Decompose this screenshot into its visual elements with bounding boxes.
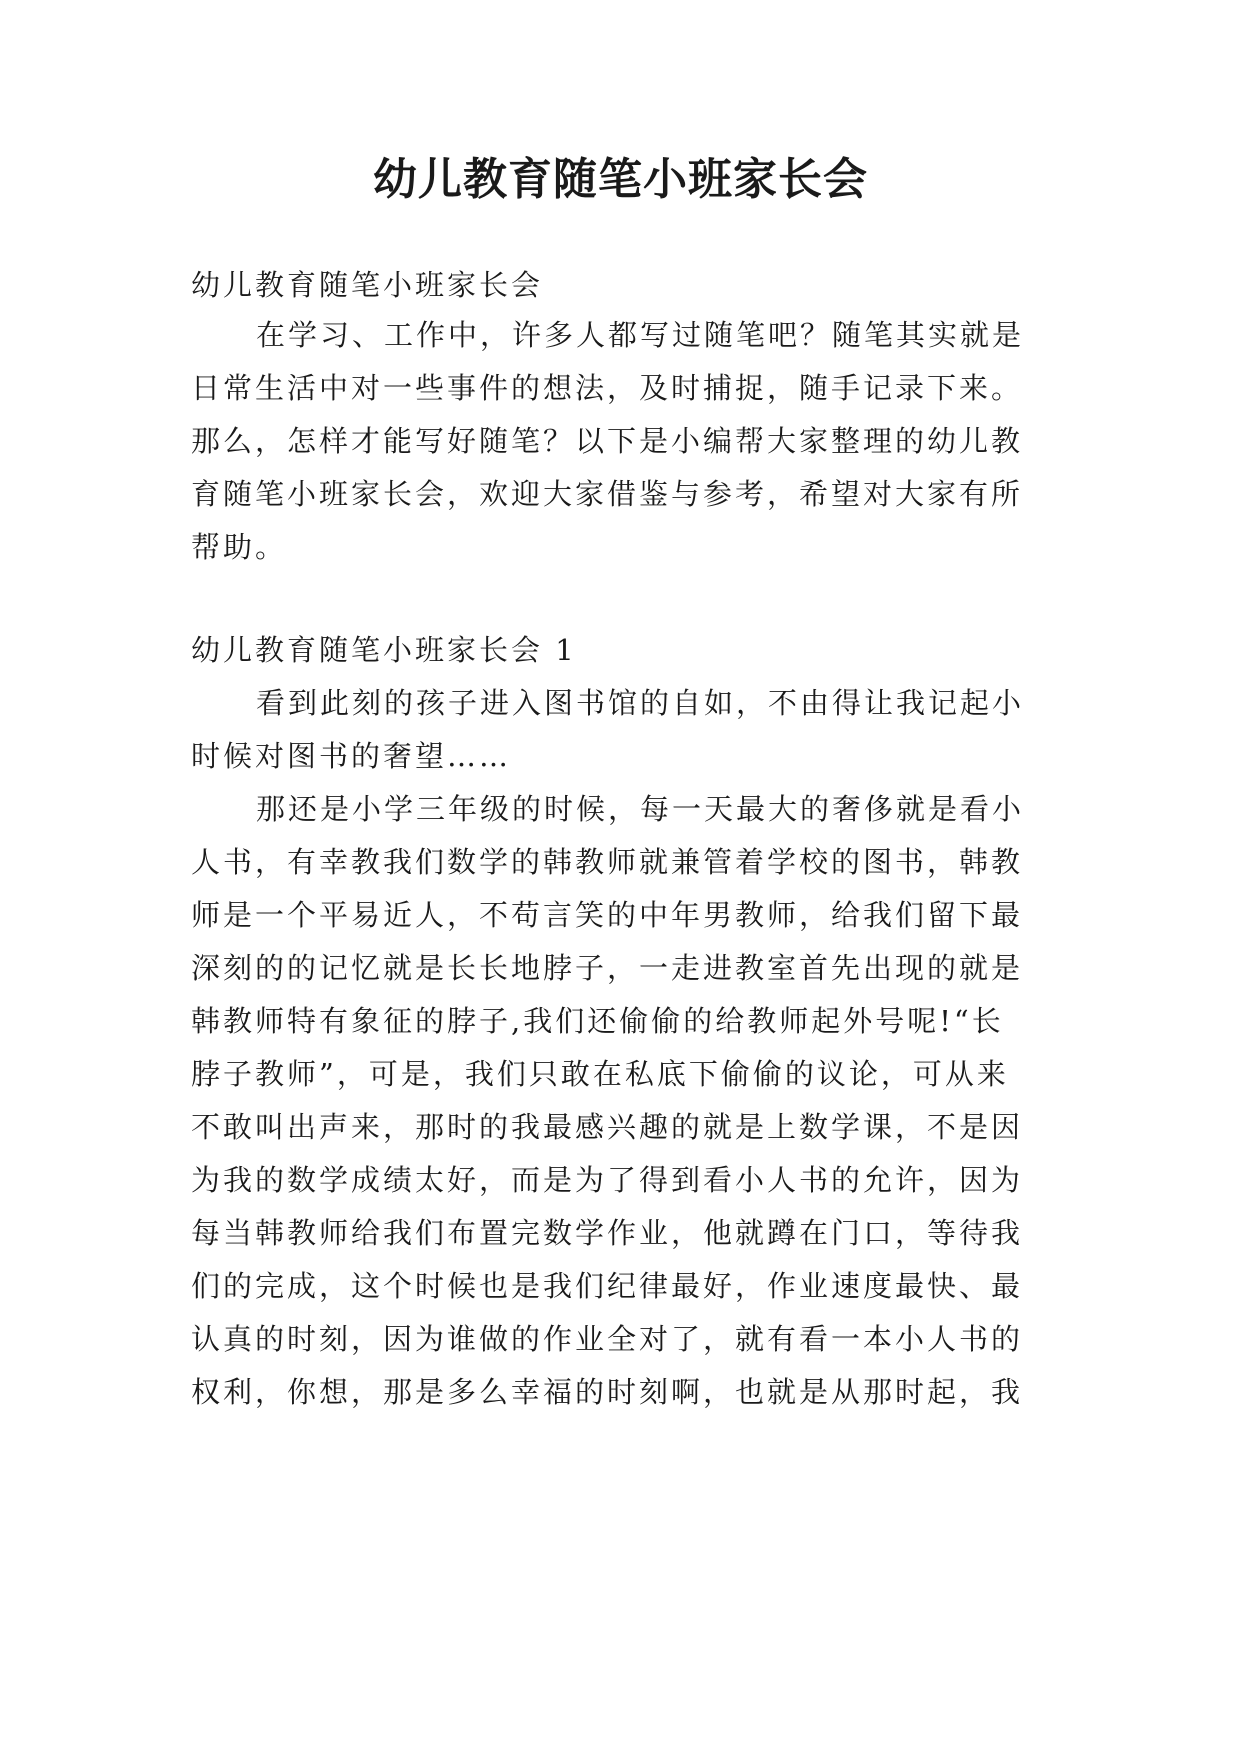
intro-line: 育随笔小班家长会，欢迎大家借鉴与参考，希望对大家有所 (191, 477, 1024, 511)
section-heading: 幼儿教育随笔小班家长会 1 (191, 633, 577, 667)
paragraph-line: 脖子教师”，可是，我们只敢在私底下偷偷的议论，可从来 (191, 1057, 1009, 1091)
paragraph-line: 每当韩教师给我们布置完数学作业，他就蹲在门口，等待我 (191, 1216, 1024, 1250)
paragraph-line: 们的完成，这个时候也是我们纪律最好，作业速度最快、最 (191, 1269, 1024, 1303)
paragraph-line: 不敢叫出声来，那时的我最感兴趣的就是上数学课，不是因 (191, 1110, 1024, 1144)
paragraph-line: 为我的数学成绩太好，而是为了得到看小人书的允许，因为 (191, 1163, 1024, 1197)
paragraph-line: 师是一个平易近人，不苟言笑的中年男教师，给我们留下最 (191, 898, 1024, 932)
paragraph-line: 深刻的的记忆就是长长地脖子，一走进教室首先出现的就是 (191, 951, 1024, 985)
intro-line: 那么，怎样才能写好随笔？以下是小编帮大家整理的幼儿教 (191, 424, 1024, 458)
paragraph-line: 权利，你想，那是多么幸福的时刻啊，也就是从那时起，我 (191, 1375, 1024, 1409)
paragraph-line: 那还是小学三年级的时候，每一天最大的奢侈就是看小 (256, 792, 1025, 826)
document-title: 幼儿教育随笔小班家长会 (373, 154, 868, 205)
paragraph-line: 人书，有幸教我们数学的韩教师就兼管着学校的图书，韩教 (191, 845, 1024, 879)
paragraph-line: 韩教师特有象征的脖子,我们还偷偷的给教师起外号呢!“长 (191, 1004, 1004, 1038)
paragraph-line: 时候对图书的奢望…… (191, 739, 512, 773)
intro-line: 日常生活中对一些事件的想法，及时捕捉，随手记录下来。 (191, 371, 1024, 405)
intro-line: 在学习、工作中，许多人都写过随笔吧？随笔其实就是 (256, 318, 1025, 352)
intro-heading: 幼儿教育随笔小班家长会 (191, 268, 544, 302)
intro-line: 帮助。 (191, 530, 288, 564)
paragraph-line: 认真的时刻，因为谁做的作业全对了，就有看一本小人书的 (191, 1322, 1024, 1356)
paragraph-line: 看到此刻的孩子进入图书馆的自如，不由得让我记起小 (256, 686, 1025, 720)
